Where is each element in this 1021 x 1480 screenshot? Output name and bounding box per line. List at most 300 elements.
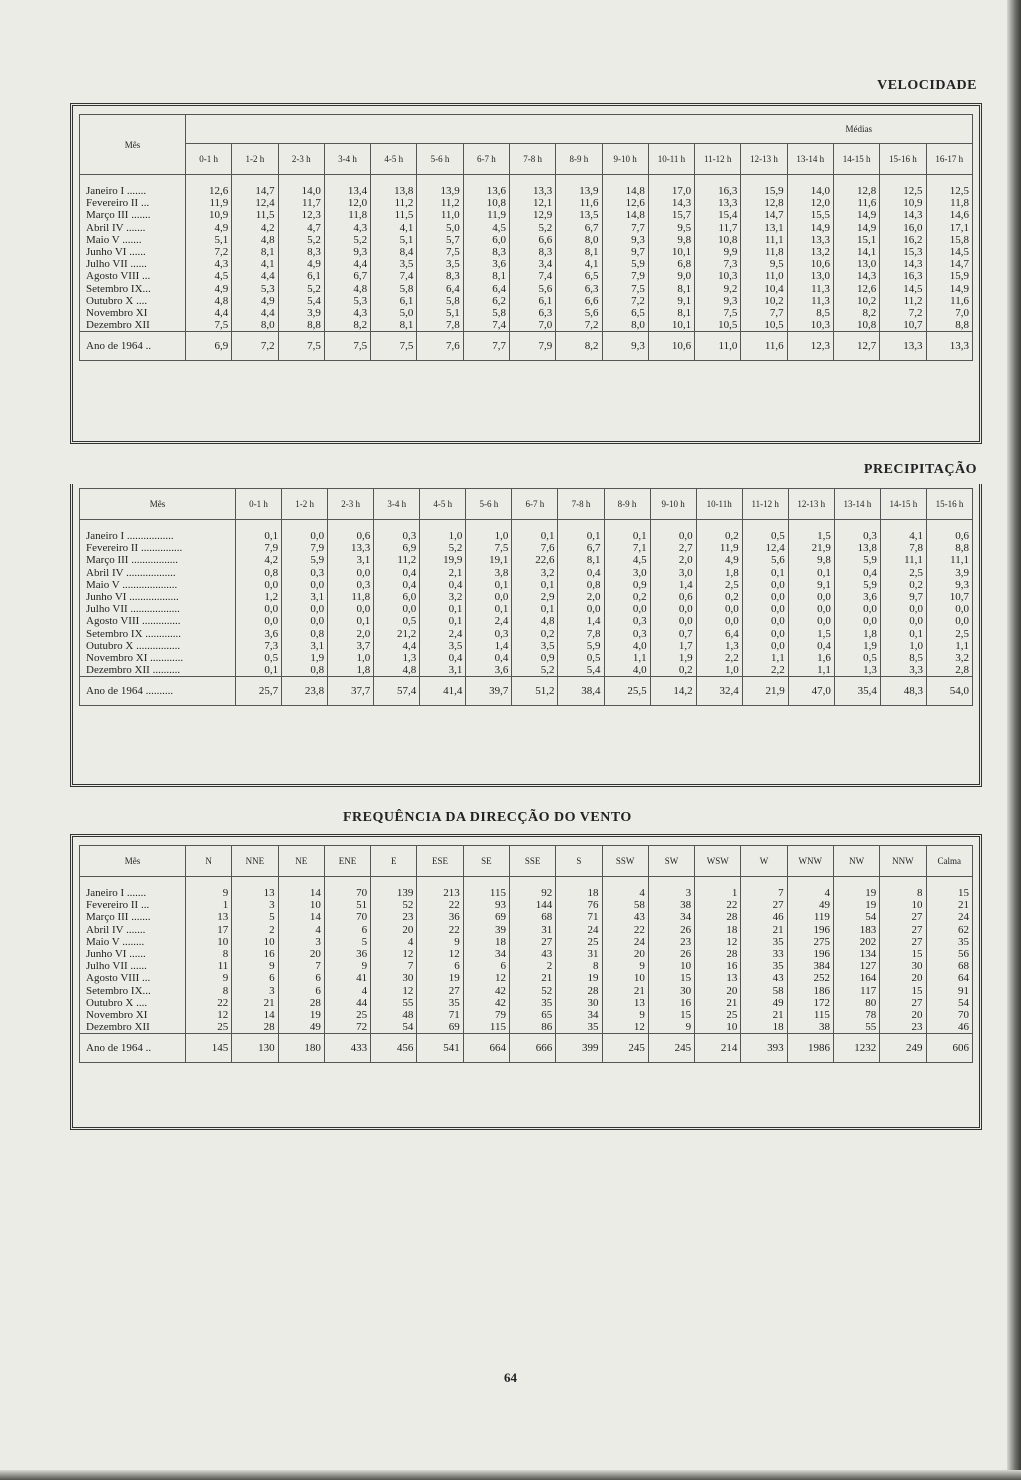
spacer-cell <box>278 175 324 186</box>
value-cell: 4,9 <box>186 222 232 234</box>
value-cell: 31 <box>556 948 602 960</box>
value-cell: 13 <box>695 972 741 984</box>
value-cell: 15,8 <box>926 234 973 246</box>
value-cell: 4,4 <box>186 307 232 319</box>
value-cell: 4 <box>787 887 833 899</box>
value-cell: 3,2 <box>420 591 466 603</box>
value-cell: 4,4 <box>232 270 278 282</box>
value-cell: 0,3 <box>282 567 328 579</box>
value-cell: 0,0 <box>282 615 328 627</box>
frequencia-frame <box>70 834 982 1130</box>
value-cell: 0,8 <box>282 664 328 677</box>
value-cell: 20 <box>371 924 417 936</box>
column-header: 10-11h <box>696 489 742 520</box>
month-cell: Julho VII ...... <box>80 960 186 972</box>
value-cell: 0,0 <box>742 579 788 591</box>
value-cell: 6,1 <box>509 295 555 307</box>
value-cell: 76 <box>556 899 602 911</box>
value-cell: 9 <box>648 1021 694 1034</box>
frequencia-table <box>79 845 973 1063</box>
value-cell: 13,9 <box>417 185 463 197</box>
value-cell: 69 <box>463 911 509 923</box>
value-cell: 0,1 <box>236 530 282 542</box>
value-cell: 35 <box>509 997 555 1009</box>
page-edge <box>1007 0 1021 1480</box>
value-cell: 15 <box>880 985 926 997</box>
value-cell: 14,9 <box>833 209 879 221</box>
value-cell: 15,9 <box>926 270 973 282</box>
value-cell: 0,3 <box>834 530 880 542</box>
value-cell: 1,3 <box>696 640 742 652</box>
velocidade-title: VELOCIDADE <box>877 78 977 93</box>
value-cell: 6,4 <box>696 628 742 640</box>
value-cell: 117 <box>833 985 879 997</box>
value-cell: 4,1 <box>880 530 926 542</box>
value-cell: 3,2 <box>512 567 558 579</box>
value-cell: 1,9 <box>650 652 696 664</box>
value-cell: 3,1 <box>420 664 466 677</box>
total-value-cell: 54,0 <box>926 677 972 706</box>
spacer-cell <box>186 175 232 186</box>
value-cell: 196 <box>787 924 833 936</box>
column-header: 0-1 h <box>186 144 232 175</box>
total-value-cell: 25,5 <box>604 677 650 706</box>
value-cell: 252 <box>787 972 833 984</box>
month-cell: Agosto VIII ... <box>80 270 186 282</box>
value-cell: 0,0 <box>788 615 834 627</box>
total-value-cell: 9,3 <box>602 332 648 361</box>
value-cell: 12,9 <box>509 209 555 221</box>
value-cell: 6,1 <box>278 270 324 282</box>
hours-header-row <box>80 489 973 520</box>
value-cell: 202 <box>833 936 879 948</box>
value-cell: 0,0 <box>742 640 788 652</box>
spacer-cell <box>926 175 973 186</box>
table-row <box>80 652 973 664</box>
value-cell: 55 <box>833 1021 879 1034</box>
table-row <box>80 985 973 997</box>
value-cell: 7,0 <box>509 319 555 332</box>
value-cell: 25 <box>695 1009 741 1021</box>
value-cell: 7,5 <box>417 246 463 258</box>
month-cell: Janeiro I ................. <box>80 530 236 542</box>
value-cell: 5,8 <box>371 283 417 295</box>
spacer-cell <box>232 175 278 186</box>
value-cell: 5,9 <box>282 554 328 566</box>
value-cell: 1,9 <box>282 652 328 664</box>
column-header: E <box>371 846 417 877</box>
value-cell: 10,7 <box>926 591 972 603</box>
table-row <box>80 579 973 591</box>
value-cell: 7,8 <box>880 542 926 554</box>
value-cell: 9,1 <box>648 295 694 307</box>
value-cell: 5,3 <box>324 295 370 307</box>
value-cell: 5,2 <box>509 222 555 234</box>
table-row <box>80 591 973 603</box>
value-cell: 4,5 <box>186 270 232 282</box>
month-header: Mês <box>80 115 186 175</box>
value-cell: 11,7 <box>695 222 741 234</box>
value-cell: 21 <box>602 985 648 997</box>
value-cell: 17 <box>186 924 232 936</box>
value-cell: 0,5 <box>742 530 788 542</box>
month-cell: Agosto VIII .............. <box>80 615 236 627</box>
value-cell: 5,9 <box>834 554 880 566</box>
value-cell: 25 <box>186 1021 232 1034</box>
value-cell: 8,1 <box>648 283 694 295</box>
spacer-cell <box>371 175 417 186</box>
value-cell: 7,5 <box>466 542 512 554</box>
spacer-cell <box>556 175 602 186</box>
value-cell: 14 <box>278 887 324 899</box>
value-cell: 8 <box>186 948 232 960</box>
value-cell: 9,1 <box>788 579 834 591</box>
table-row <box>80 887 973 899</box>
spacer-row <box>80 175 973 186</box>
month-cell: Outubro X .... <box>80 295 186 307</box>
column-header: 8-9 h <box>604 489 650 520</box>
total-value-cell: 47,0 <box>788 677 834 706</box>
value-cell: 3,1 <box>282 591 328 603</box>
value-cell: 14,9 <box>926 283 973 295</box>
value-cell: 0,5 <box>558 652 604 664</box>
value-cell: 12,3 <box>278 209 324 221</box>
spacer-cell <box>324 877 370 888</box>
month-cell: Junho VI .................. <box>80 591 236 603</box>
month-cell: Novembro XI <box>80 1009 186 1021</box>
value-cell: 6,7 <box>324 270 370 282</box>
value-cell: 3,9 <box>926 567 972 579</box>
value-cell: 0,4 <box>420 652 466 664</box>
value-cell: 8 <box>880 887 926 899</box>
value-cell: 19 <box>278 1009 324 1021</box>
value-cell: 0,0 <box>650 603 696 615</box>
total-value-cell: 7,2 <box>232 332 278 361</box>
value-cell: 0,0 <box>696 603 742 615</box>
value-cell: 1,1 <box>788 664 834 677</box>
value-cell: 24 <box>556 924 602 936</box>
value-cell: 10,2 <box>833 295 879 307</box>
month-cell: Junho VI ...... <box>80 948 186 960</box>
value-cell: 11,8 <box>328 591 374 603</box>
value-cell: 31 <box>509 924 555 936</box>
value-cell: 1,9 <box>834 640 880 652</box>
value-cell: 7,9 <box>602 270 648 282</box>
value-cell: 10 <box>232 936 278 948</box>
value-cell: 1,4 <box>558 615 604 627</box>
value-cell: 2,4 <box>420 628 466 640</box>
spacer-cell <box>833 877 879 888</box>
value-cell: 10,5 <box>695 319 741 332</box>
value-cell: 7,3 <box>236 640 282 652</box>
month-header: Mês <box>80 846 186 877</box>
value-cell: 0,0 <box>880 603 926 615</box>
value-cell: 16,3 <box>880 270 926 282</box>
value-cell: 5,4 <box>558 664 604 677</box>
total-value-cell: 606 <box>926 1034 973 1063</box>
value-cell: 4,9 <box>278 258 324 270</box>
table-row <box>80 1009 973 1021</box>
value-cell: 3,6 <box>466 664 512 677</box>
page-edge-bottom <box>0 1470 1021 1480</box>
value-cell: 6,7 <box>558 542 604 554</box>
value-cell: 35 <box>741 936 787 948</box>
value-cell: 11,2 <box>374 554 420 566</box>
table-row <box>80 615 973 627</box>
value-cell: 46 <box>741 911 787 923</box>
value-cell: 12,8 <box>741 197 787 209</box>
value-cell: 14,5 <box>926 246 973 258</box>
value-cell: 1,0 <box>880 640 926 652</box>
value-cell: 7,0 <box>926 307 973 319</box>
value-cell: 0,0 <box>374 603 420 615</box>
value-cell: 10 <box>880 899 926 911</box>
value-cell: 9,5 <box>648 222 694 234</box>
table-row <box>80 307 973 319</box>
value-cell: 14,3 <box>648 197 694 209</box>
month-cell: Junho VI ...... <box>80 246 186 258</box>
value-cell: 0,8 <box>558 579 604 591</box>
value-cell: 2,1 <box>420 567 466 579</box>
value-cell: 93 <box>463 899 509 911</box>
value-cell: 43 <box>509 948 555 960</box>
value-cell: 0,0 <box>282 603 328 615</box>
value-cell: 0,0 <box>788 591 834 603</box>
value-cell: 54 <box>371 1021 417 1034</box>
value-cell: 0,1 <box>420 603 466 615</box>
value-cell: 9 <box>232 960 278 972</box>
value-cell: 4,8 <box>186 295 232 307</box>
value-cell: 5,9 <box>602 258 648 270</box>
value-cell: 4,9 <box>186 283 232 295</box>
value-cell: 22,6 <box>512 554 558 566</box>
value-cell: 14,3 <box>880 209 926 221</box>
value-cell: 14,3 <box>880 258 926 270</box>
value-cell: 9,3 <box>695 295 741 307</box>
value-cell: 2,8 <box>926 664 972 677</box>
column-header: SE <box>463 846 509 877</box>
month-cell: Janeiro I ....... <box>80 887 186 899</box>
value-cell: 1,1 <box>604 652 650 664</box>
spacer-cell <box>926 877 973 888</box>
value-cell: 4,8 <box>232 234 278 246</box>
value-cell: 3,6 <box>236 628 282 640</box>
value-cell: 16,0 <box>880 222 926 234</box>
value-cell: 4,3 <box>324 222 370 234</box>
value-cell: 0,0 <box>926 603 972 615</box>
value-cell: 15,9 <box>741 185 787 197</box>
table-row <box>80 603 973 615</box>
value-cell: 11,3 <box>787 283 833 295</box>
value-cell: 11,6 <box>556 197 602 209</box>
value-cell: 0,6 <box>328 530 374 542</box>
column-header: 8-9 h <box>556 144 602 175</box>
value-cell: 11,3 <box>787 295 833 307</box>
value-cell: 4,8 <box>512 615 558 627</box>
value-cell: 10,1 <box>648 246 694 258</box>
column-header: 12-13 h <box>788 489 834 520</box>
total-value-cell: 7,5 <box>371 332 417 361</box>
value-cell: 7,4 <box>463 319 509 332</box>
value-cell: 6,3 <box>556 283 602 295</box>
value-cell: 0,1 <box>512 603 558 615</box>
value-cell: 4,7 <box>278 222 324 234</box>
value-cell: 5,2 <box>420 542 466 554</box>
value-cell: 14,6 <box>926 209 973 221</box>
value-cell: 0,1 <box>880 628 926 640</box>
value-cell: 2 <box>232 924 278 936</box>
value-cell: 10 <box>695 1021 741 1034</box>
value-cell: 10,3 <box>787 319 833 332</box>
value-cell: 0,2 <box>880 579 926 591</box>
table-row <box>80 258 973 270</box>
value-cell: 4,0 <box>604 664 650 677</box>
column-header: 5-6 h <box>417 144 463 175</box>
column-header: 11-12 h <box>742 489 788 520</box>
value-cell: 18 <box>463 936 509 948</box>
value-cell: 0,0 <box>282 579 328 591</box>
value-cell: 3,5 <box>420 640 466 652</box>
value-cell: 6,3 <box>509 307 555 319</box>
value-cell: 4,4 <box>324 258 370 270</box>
value-cell: 0,3 <box>604 615 650 627</box>
spacer-cell <box>834 520 880 531</box>
value-cell: 9,9 <box>695 246 741 258</box>
spacer-cell <box>787 175 833 186</box>
value-cell: 0,7 <box>650 628 696 640</box>
value-cell: 0,2 <box>696 530 742 542</box>
value-cell: 6 <box>417 960 463 972</box>
value-cell: 9,3 <box>926 579 972 591</box>
spacer-cell <box>374 520 420 531</box>
value-cell: 14,0 <box>787 185 833 197</box>
value-cell: 24 <box>926 911 973 923</box>
table-row <box>80 185 973 197</box>
value-cell: 12,6 <box>186 185 232 197</box>
value-cell: 0,0 <box>604 603 650 615</box>
value-cell: 4,3 <box>324 307 370 319</box>
total-value-cell: 541 <box>417 1034 463 1063</box>
spacer-cell <box>466 520 512 531</box>
spacer-cell <box>509 175 555 186</box>
value-cell: 11,2 <box>880 295 926 307</box>
value-cell: 8,1 <box>558 554 604 566</box>
value-cell: 15 <box>880 948 926 960</box>
value-cell: 172 <box>787 997 833 1009</box>
value-cell: 0,3 <box>374 530 420 542</box>
spacer-cell <box>602 877 648 888</box>
value-cell: 127 <box>833 960 879 972</box>
value-cell: 17,1 <box>926 222 973 234</box>
column-header: 9-10 h <box>602 144 648 175</box>
value-cell: 3 <box>232 985 278 997</box>
value-cell: 4,5 <box>463 222 509 234</box>
column-header: 7-8 h <box>558 489 604 520</box>
month-cell: Fevereiro II ... <box>80 899 186 911</box>
value-cell: 0,0 <box>282 530 328 542</box>
value-cell: 0,1 <box>742 567 788 579</box>
value-cell: 6 <box>324 924 370 936</box>
value-cell: 7,8 <box>417 319 463 332</box>
value-cell: 44 <box>324 997 370 1009</box>
month-cell: Novembro XI <box>80 307 186 319</box>
table-row <box>80 936 973 948</box>
value-cell: 55 <box>371 997 417 1009</box>
total-value-cell: 214 <box>695 1034 741 1063</box>
column-header: NE <box>278 846 324 877</box>
month-cell: Abril IV ....... <box>80 924 186 936</box>
column-header: NNW <box>880 846 926 877</box>
value-cell: 4,4 <box>374 640 420 652</box>
value-cell: 5,9 <box>834 579 880 591</box>
total-value-cell: 35,4 <box>834 677 880 706</box>
value-cell: 34 <box>463 948 509 960</box>
value-cell: 8,0 <box>232 319 278 332</box>
value-cell: 13,5 <box>556 209 602 221</box>
value-cell: 58 <box>741 985 787 997</box>
column-header: 6-7 h <box>463 144 509 175</box>
value-cell: 0,6 <box>926 530 972 542</box>
value-cell: 78 <box>833 1009 879 1021</box>
total-value-cell: 7,5 <box>278 332 324 361</box>
value-cell: 10,7 <box>880 319 926 332</box>
value-cell: 11,9 <box>186 197 232 209</box>
value-cell: 1,5 <box>788 628 834 640</box>
total-value-cell: 249 <box>880 1034 926 1063</box>
table-row <box>80 948 973 960</box>
value-cell: 23 <box>371 911 417 923</box>
value-cell: 7,8 <box>558 628 604 640</box>
value-cell: 0,9 <box>604 579 650 591</box>
value-cell: 0,6 <box>650 591 696 603</box>
table-row <box>80 554 973 566</box>
value-cell: 12,1 <box>509 197 555 209</box>
value-cell: 14,9 <box>787 222 833 234</box>
total-value-cell: 51,2 <box>512 677 558 706</box>
value-cell: 8,1 <box>648 307 694 319</box>
value-cell: 22 <box>417 899 463 911</box>
spacer-cell <box>695 877 741 888</box>
spacer-cell <box>328 520 374 531</box>
value-cell: 21 <box>509 972 555 984</box>
table-row <box>80 664 973 677</box>
value-cell: 71 <box>556 911 602 923</box>
value-cell: 0,1 <box>604 530 650 542</box>
value-cell: 54 <box>833 911 879 923</box>
total-value-cell: 13,3 <box>926 332 973 361</box>
value-cell: 213 <box>417 887 463 899</box>
value-cell: 0,1 <box>236 664 282 677</box>
frequencia-title: FREQUÊNCIA DA DIRECÇÃO DO VENTO <box>343 810 632 825</box>
month-cell: Janeiro I ....... <box>80 185 186 197</box>
value-cell: 14 <box>278 911 324 923</box>
value-cell: 19 <box>417 972 463 984</box>
value-cell: 21,9 <box>788 542 834 554</box>
value-cell: 2,5 <box>926 628 972 640</box>
value-cell: 11,1 <box>880 554 926 566</box>
value-cell: 144 <box>509 899 555 911</box>
value-cell: 15,4 <box>695 209 741 221</box>
spacer-row <box>80 520 973 531</box>
value-cell: 8,5 <box>787 307 833 319</box>
value-cell: 9,8 <box>788 554 834 566</box>
value-cell: 384 <box>787 960 833 972</box>
value-cell: 20 <box>278 948 324 960</box>
value-cell: 4,1 <box>232 258 278 270</box>
value-cell: 1,8 <box>696 567 742 579</box>
total-value-cell: 1986 <box>787 1034 833 1063</box>
value-cell: 38 <box>787 1021 833 1034</box>
